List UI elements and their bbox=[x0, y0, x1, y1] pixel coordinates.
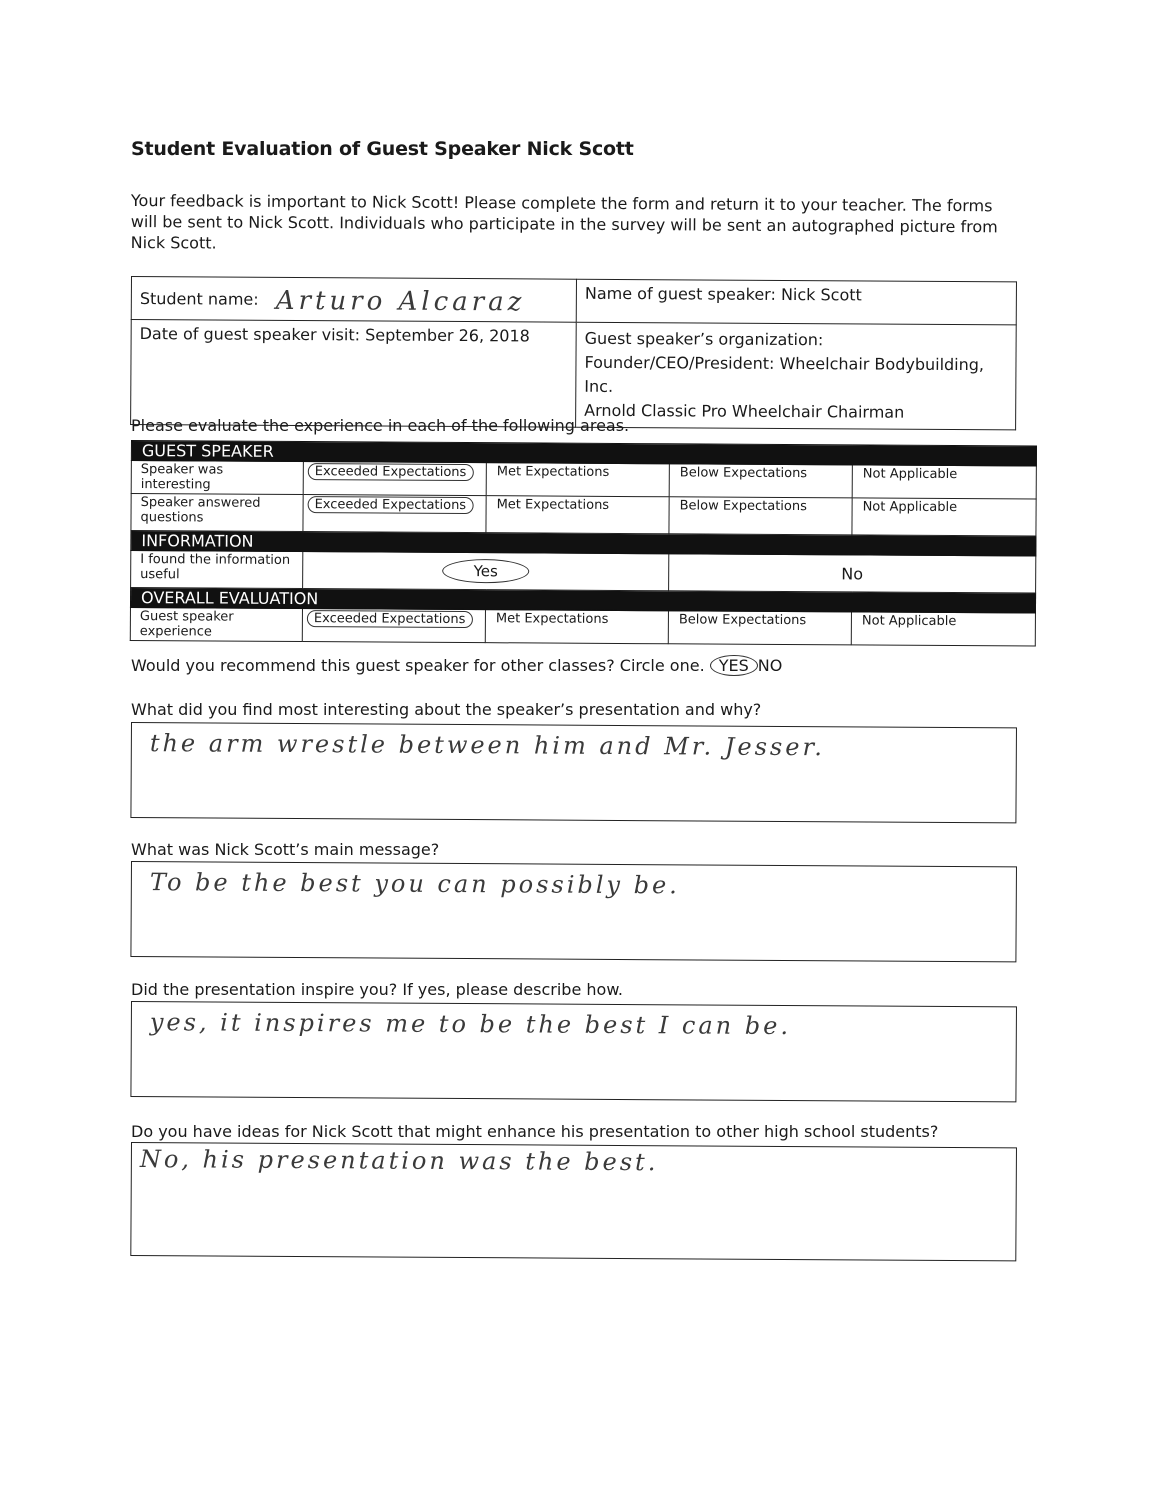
student-name-value[interactable]: Arturo Alcaraz bbox=[275, 285, 526, 318]
question-2: What was Nick Scott’s main message? bbox=[131, 840, 440, 859]
recommend-yes-selected[interactable]: YES bbox=[710, 655, 758, 676]
option-met[interactable]: Met Expectations bbox=[486, 463, 669, 497]
evaluation-instructions: Please evaluate the experience in each of the following areas. bbox=[131, 416, 630, 435]
option-not-applicable[interactable]: Not Applicable bbox=[852, 465, 1036, 499]
answer-box-1[interactable] bbox=[130, 722, 1017, 823]
option-exceeded-selected[interactable]: Exceeded Expectations bbox=[308, 496, 474, 514]
option-below[interactable]: Below Expectations bbox=[669, 464, 852, 498]
option-exceeded-selected[interactable]: Exceeded Expectations bbox=[308, 463, 474, 481]
visit-date-cell bbox=[131, 320, 577, 428]
option-met[interactable]: Met Expectations bbox=[486, 496, 669, 534]
option-below[interactable]: Below Expectations bbox=[669, 497, 852, 535]
section-overall-evaluation: OVERALL EVALUATION bbox=[130, 588, 1035, 614]
intro-paragraph: Your feedback is important to Nick Scott! Please complete the form and return it to your teacher. The forms will be sent to Nick Scott. Individuals who participate in the survey will be sent an autographed picture from Nick Scott. bbox=[130, 190, 998, 253]
organization-label: Guest speaker’s organization: bbox=[584, 328, 824, 350]
answer-4-text: No, his presentation was the best. bbox=[139, 1145, 659, 1177]
organization-line-2: Arnold Classic Pro Wheelchair Chairman bbox=[584, 400, 905, 422]
answer-box-3[interactable] bbox=[130, 1001, 1017, 1102]
question-4: Do you have ideas for Nick Scott that might enhance his presentation to other high school students? bbox=[131, 1122, 939, 1141]
option-exceeded-selected[interactable]: Exceeded Expectations bbox=[307, 610, 473, 628]
answer-box-2[interactable] bbox=[130, 861, 1017, 962]
section-information: INFORMATION bbox=[131, 531, 1036, 557]
eval-row-information-useful bbox=[131, 551, 1036, 594]
section-guest-speaker: GUEST SPEAKER bbox=[131, 441, 1036, 467]
organization-line-1: Founder/CEO/President: Wheelchair Bodybuilding, Inc. bbox=[584, 352, 985, 396]
visit-date-label: Date of guest speaker visit: September 26, 2018 bbox=[139, 324, 530, 346]
guest-speaker-label: Name of guest speaker: Nick Scott bbox=[584, 283, 862, 305]
answer-1-text: the arm wrestle between him and Mr. Jesser. bbox=[149, 729, 826, 762]
option-not-applicable[interactable]: Not Applicable bbox=[851, 612, 1035, 646]
option-no[interactable]: No bbox=[669, 554, 1036, 593]
option-yes-selected[interactable]: Yes bbox=[443, 559, 529, 584]
form-title: Student Evaluation of Guest Speaker Nick Scott bbox=[131, 138, 634, 160]
eval-row-answered-questions bbox=[131, 494, 1036, 537]
evaluation-table bbox=[130, 440, 1037, 647]
option-below[interactable]: Below Expectations bbox=[668, 611, 851, 645]
recommend-question-text: Would you recommend this guest speaker for other classes? Circle one. bbox=[131, 656, 705, 675]
recommend-question bbox=[131, 655, 782, 676]
student-name-cell bbox=[131, 277, 576, 323]
eval-row-experience bbox=[130, 607, 1035, 646]
student-name-label: Student name: bbox=[139, 289, 259, 309]
question-3: Did the presentation inspire you? If yes, please describe how. bbox=[131, 980, 624, 999]
option-not-applicable[interactable]: Not Applicable bbox=[852, 498, 1036, 536]
eval-row-interesting bbox=[131, 461, 1036, 500]
row-label: Speaker was interesting bbox=[131, 461, 303, 495]
info-table bbox=[130, 276, 1017, 430]
row-label: I found the information useful bbox=[131, 551, 303, 589]
answer-box-4[interactable] bbox=[130, 1142, 1017, 1261]
question-1: What did you find most interesting about the speaker’s presentation and why? bbox=[131, 700, 762, 719]
row-label: Speaker answered questions bbox=[131, 494, 303, 532]
row-label: Guest speaker experience bbox=[130, 607, 302, 641]
recommend-no[interactable]: NO bbox=[757, 656, 783, 675]
answer-2-text: To be the best you can possibly be. bbox=[149, 868, 680, 900]
organization-cell bbox=[576, 322, 1017, 430]
guest-speaker-cell bbox=[576, 279, 1016, 325]
option-met[interactable]: Met Expectations bbox=[485, 610, 668, 644]
answer-3-text: yes, it inspires me to be the best I can be. bbox=[149, 1008, 792, 1041]
